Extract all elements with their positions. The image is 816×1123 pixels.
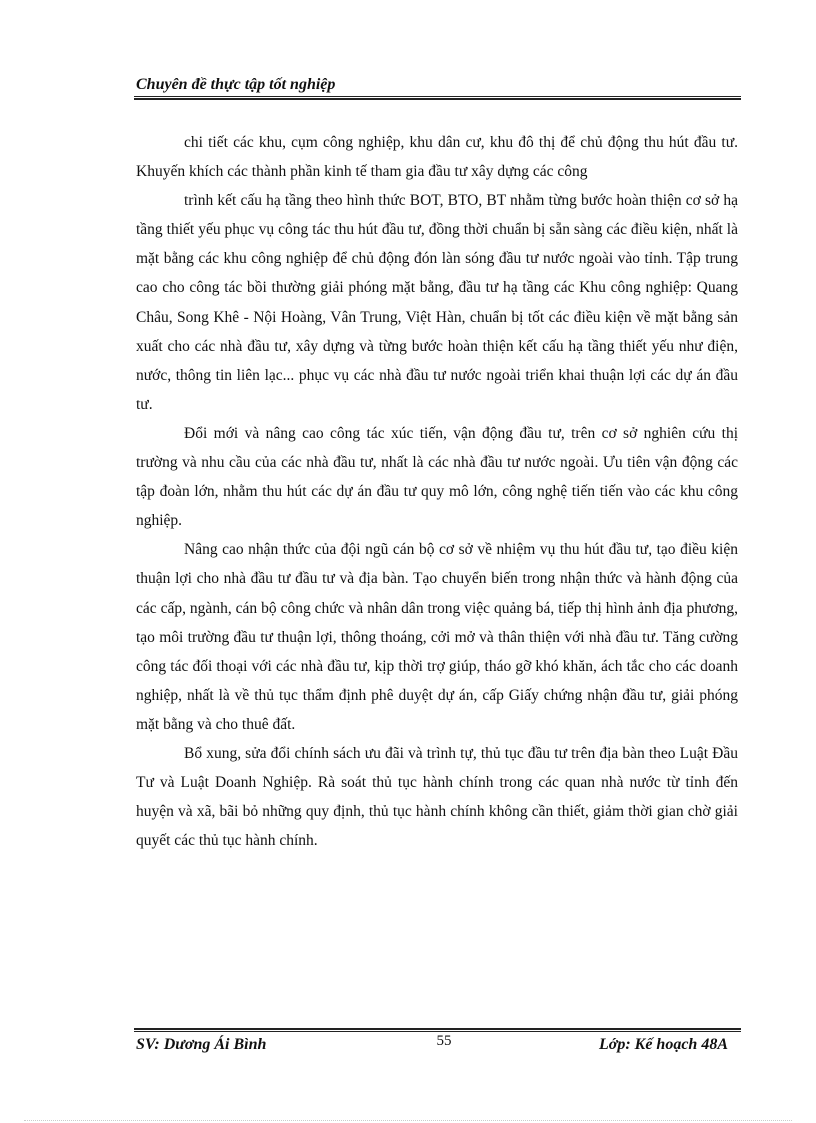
paragraph: Nâng cao nhận thức của đội ngũ cán bộ cơ sở về nhiệm vụ thu hút đầu tư, tạo điều kiện thuận lợi cho nhà đầu tư đầu tư và địa bàn. Tạo chuyển biến trong nhận thức và hành động của các cấp, ngành, cán bộ công chức và nhân dân trong việc quảng bá, tiếp thị hình ảnh địa phương, tạo môi trường đầu tư thuận lợi, thông thoáng, cởi mở và thân thiện với nhà đầu tư. Tăng cường công tác đối thoại với các nhà đầu tư, kịp thời trợ giúp, tháo gỡ khó khăn, ách tắc cho các doanh nghiệp, nhất là về thủ tục thẩm định phê duyệt dự án, cấp Giấy chứng nhận đầu tư, giải phóng mặt bằng và cho thuê đất. [136, 541, 738, 733]
footer-class-name: Lớp: Kế hoạch 48A [598, 1036, 728, 1053]
paragraph: chi tiết các khu, cụm công nghiệp, khu dân cư, khu đô thị để chủ động thu hút đầu tư. Khuyến khích các thành phần kinh tế tham gia đầu tư xây dựng các công [136, 134, 738, 181]
paragraph: Đổi mới và nâng cao công tác xúc tiến, vận động đầu tư, trên cơ sở nghiên cứu thị trường và nhu cầu của các nhà đầu tư, nhất là các nhà đầu tư nước ngoài. Ưu tiên vận động các tập đoàn lớn, nhằm thu hút các dự án đầu tư quy mô lớn, công nghệ tiến tiến vào các khu công nghiệp. [136, 424, 738, 530]
page-bottom-edge [24, 1120, 792, 1121]
footer-student-name: SV: Dương Ái Bình [136, 1036, 267, 1053]
page-header-title: Chuyên đề thực tập tốt nghiệp [136, 76, 336, 93]
paragraph: trình kết cấu hạ tầng theo hình thức BOT, BTO, BT nhằm từng bước hoàn thiện cơ sở hạ tầng thiết yếu phục vụ công tác thu hút đầu tư, đồng thời chuẩn bị sẵn sàng các điều kiện, nhất là mặt bằng các khu công nghiệp để chủ động đón làn sóng đầu tư nước ngoài vào tỉnh. Tập trung cao cho công tác bồi thường giải phóng mặt bằng, đầu tư hạ tầng các Khu công nghiệp: Quang Châu, Song Khê - Nội Hoàng, Vân Trung, Việt Hàn, chuẩn bị tốt các điều kiện về mặt bằng sản xuất cho các nhà đầu tư, xây dựng và từng bước hoàn thiện kết cấu hạ tầng thiết yếu như điện, nước, thông tin liên lạc... phục vụ các nhà đầu tư nước ngoài triển khai thuận lợi các dự án đầu tư. [136, 192, 738, 413]
page-number: 55 [436, 1033, 452, 1049]
header-divider [134, 96, 741, 100]
footer-divider [134, 1028, 741, 1032]
paragraph: Bổ xung, sửa đổi chính sách ưu đãi và trình tự, thủ tục đầu tư trên địa bàn theo Luật Đầu Tư và Luật Doanh Nghiệp. Rà soát thủ tục hành chính trong các quan nhà nước từ tỉnh đến huyện và xã, bãi bỏ những quy định, thủ tục hành chính không cần thiết, giảm thời gian chờ giải quyết các thủ tục hành chính. [136, 744, 738, 850]
document-body [136, 128, 738, 855]
